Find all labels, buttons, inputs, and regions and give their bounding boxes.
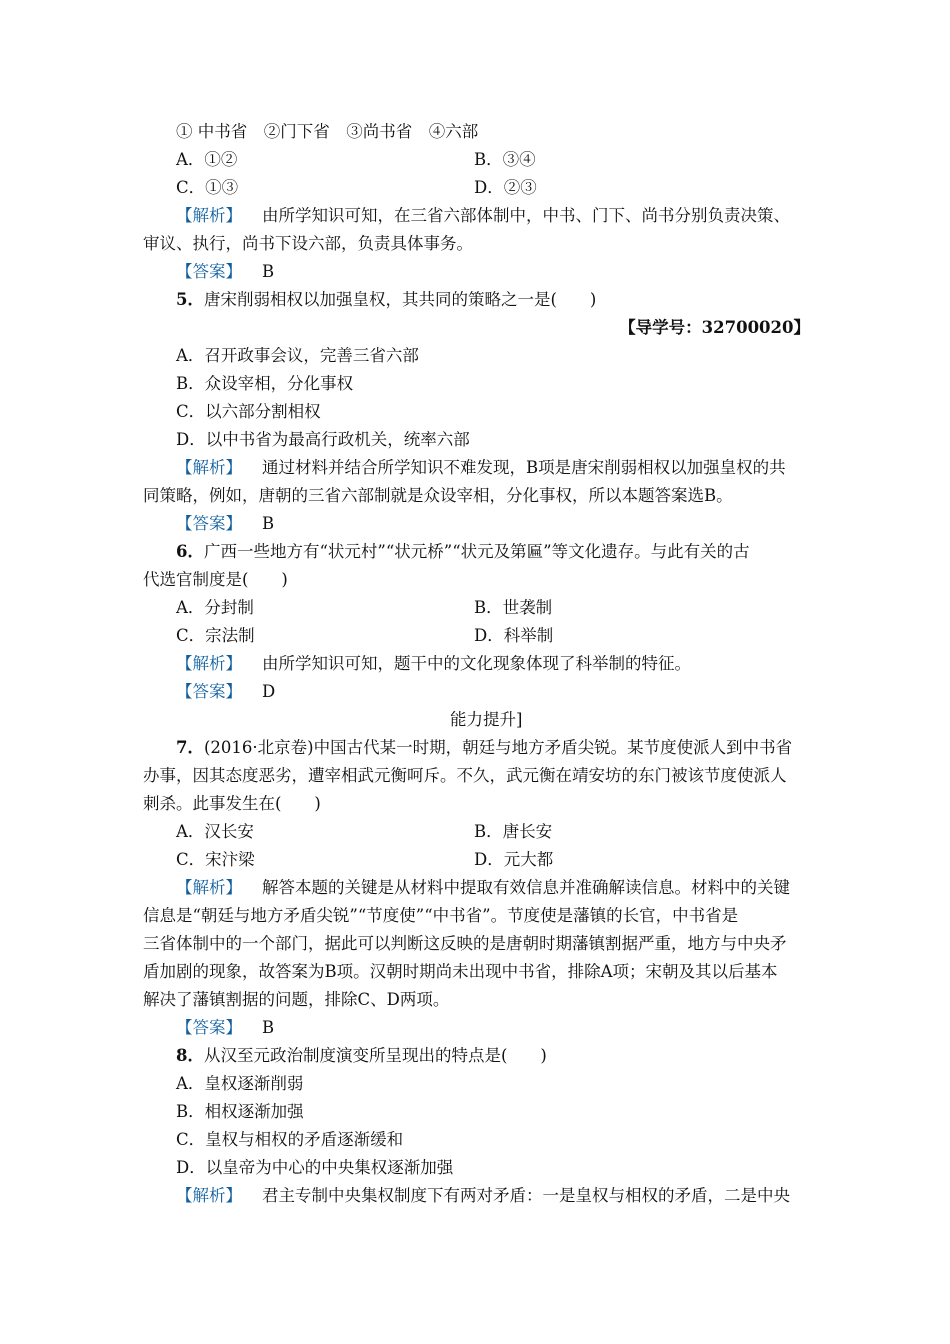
q5-option-c: C．以六部分割相权 (176, 402, 321, 421)
q4-answer (176, 258, 274, 286)
question-text: 广西一些地方有“状元村”“状元桥”“状元及第匾”等文化遗存。与此有关的古 (203, 542, 750, 561)
analysis-text: 由所学知识可知，在三省六部体制中，中书、门下、尚书分别负责决策、 (262, 206, 790, 225)
question-text: 从汉至元政治制度演变所呈现出的特点是( ) (203, 1046, 547, 1065)
q7-option-a: A．汉长安 (176, 822, 254, 841)
answer-tag: 【答案】 (176, 514, 242, 533)
analysis-tag: 【解析】 (176, 654, 242, 673)
q7-option-c: C．宋汴梁 (176, 850, 255, 869)
q7-analysis-line-1 (176, 874, 790, 902)
answer-tag: 【答案】 (176, 1018, 242, 1037)
q7-stem-line-2: 办事，因其态度恶劣，遭宰相武元衡呵斥。不久，武元衡在靖安坊的东门被该节度使派人 (143, 766, 787, 785)
q5-option-d: D．以中书省为最高行政机关，统率六部 (176, 430, 470, 449)
question-number: 7． (176, 738, 204, 757)
q4-option-a: A．①② (176, 150, 238, 169)
analysis-tag: 【解析】 (176, 458, 242, 477)
analysis-tag: 【解析】 (176, 206, 242, 225)
q5-stem (176, 286, 596, 314)
answer-tag: 【答案】 (176, 262, 242, 281)
answer-value: B (262, 262, 275, 281)
question-text: (2016·北京卷)中国古代某一时期，朝廷与地方矛盾尖锐。某节度使派人到中书省 (203, 738, 793, 757)
q6-option-b: B．世袭制 (474, 598, 553, 617)
q8-option-d: D．以皇帝为中心的中央集权逐渐加强 (176, 1158, 454, 1177)
q6-answer (176, 678, 275, 706)
q7-stem-line-3: 刺杀。此事发生在( ) (143, 794, 321, 813)
q8-analysis-line-1 (176, 1182, 790, 1210)
q7-option-d: D．元大都 (474, 850, 554, 869)
answer-value: B (262, 1018, 275, 1037)
q6-stem-line-1 (176, 538, 750, 566)
q4-option-d: D．②③ (474, 178, 537, 197)
q5-option-a: A．召开政事会议，完善三省六部 (176, 346, 419, 365)
q4-analysis-line-1 (176, 202, 790, 230)
q6-option-d: D．科举制 (474, 626, 554, 645)
q5-analysis-line-2: 同策略，例如，唐朝的三省六部制就是众设宰相，分化事权，所以本题答案选B。 (143, 486, 733, 505)
question-text: 唐宋削弱相权以加强皇权，其共同的策略之一是( ) (203, 290, 597, 309)
q5-answer (176, 510, 274, 538)
q4-analysis-line-2: 审议、执行，尚书下设六部，负责具体事务。 (143, 234, 473, 253)
q7-stem-line-1 (176, 734, 792, 762)
q7-analysis-line-4: 盾加剧的现象，故答案为B项。汉朝时期尚未出现中书省，排除A项；宋朝及其以后基本 (143, 962, 778, 981)
q5-option-b: B．众设宰相，分化事权 (176, 374, 354, 393)
q7-option-b: B．唐长安 (474, 822, 553, 841)
question-number: 6． (176, 542, 204, 561)
section-title: 能力提升] (450, 710, 523, 729)
analysis-text: 通过材料并结合所学知识不难发现，B项是唐宋削弱相权以加强皇权的共 (262, 458, 786, 477)
answer-value: D (262, 682, 276, 701)
q6-stem-line-2: 代选官制度是( ) (143, 570, 288, 589)
q4-option-c: C．①③ (176, 178, 239, 197)
q7-analysis-line-2: 信息是“朝廷与地方矛盾尖锐”“节度使”“中书省”。节度使是藩镇的长官，中书省是 (143, 906, 739, 925)
q8-option-b: B．相权逐渐加强 (176, 1102, 304, 1121)
analysis-tag: 【解析】 (176, 1186, 242, 1205)
q7-analysis-line-5: 解决了藩镇割据的问题，排除C、D两项。 (143, 990, 450, 1009)
q5-analysis-line-1 (176, 454, 786, 482)
analysis-tag: 【解析】 (176, 878, 242, 897)
q8-stem (176, 1042, 547, 1070)
q8-option-c: C．皇权与相权的矛盾逐渐缓和 (176, 1130, 404, 1149)
analysis-text: 由所学知识可知，题干中的文化现象体现了科举制的特征。 (262, 654, 691, 673)
question-number: 8． (176, 1046, 204, 1065)
q7-analysis-line-3: 三省体制中的一个部门，据此可以判断这反映的是唐朝时期藩镇割据严重，地方与中央矛 (143, 934, 787, 953)
question-number: 5． (176, 290, 204, 309)
q4-items: ① 中书省 ②门下省 ③尚书省 ④六部 (176, 122, 479, 141)
analysis-text: 解答本题的关键是从材料中提取有效信息并准确解读信息。材料中的关键 (262, 878, 790, 897)
answer-value: B (262, 514, 275, 533)
q7-answer (176, 1014, 274, 1042)
q4-option-b: B．③④ (474, 150, 536, 169)
answer-tag: 【答案】 (176, 682, 242, 701)
q8-option-a: A．皇权逐渐削弱 (176, 1074, 304, 1093)
q6-analysis-line-1 (176, 650, 691, 678)
q6-option-a: A．分封制 (176, 598, 254, 617)
q6-option-c: C．宗法制 (176, 626, 255, 645)
q5-guide-number: 【导学号：32700020】 (619, 318, 810, 337)
analysis-text: 君主专制中央集权制度下有两对矛盾：一是皇权与相权的矛盾，二是中央 (262, 1186, 790, 1205)
